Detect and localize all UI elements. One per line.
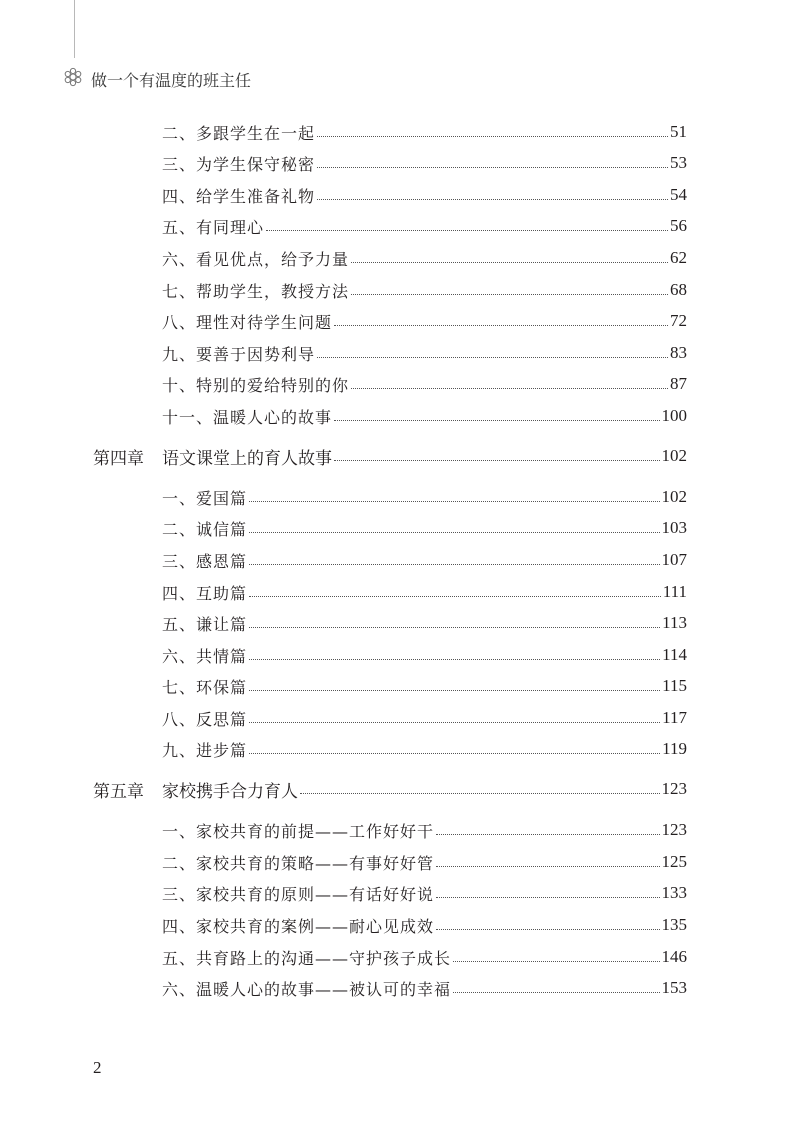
dot-leader: [351, 388, 668, 389]
chapter-label: 第五章: [93, 781, 144, 802]
dot-leader: [334, 420, 659, 421]
toc-chapter-row[interactable]: [93, 777, 687, 801]
section-title: 五、有同理心: [162, 217, 265, 237]
section-title: 一、爱国篇: [162, 488, 248, 508]
dot-leader: [436, 834, 659, 835]
section-title: 四、家校共育的案例——耐心见成效: [162, 916, 435, 936]
page-ref: 68: [670, 280, 687, 299]
dot-leader: [453, 992, 659, 993]
section-title: 二、多跟学生在一起: [162, 123, 316, 143]
chapter-label: 第四章: [93, 448, 144, 469]
dot-leader: [317, 167, 668, 168]
page-ref: 62: [670, 248, 687, 267]
toc-chapter-row[interactable]: [93, 444, 687, 468]
dot-leader: [249, 722, 660, 723]
page-ref: 111: [662, 582, 687, 601]
section-title: 三、感恩篇: [162, 551, 248, 571]
dot-leader: [334, 460, 660, 461]
toc-section-row[interactable]: [162, 278, 687, 302]
dot-leader: [317, 199, 668, 200]
toc-section-row[interactable]: [162, 404, 687, 428]
toc-section-row[interactable]: [162, 341, 687, 365]
toc-section-row[interactable]: [162, 580, 687, 604]
toc-section-row[interactable]: [162, 818, 687, 842]
section-title: 二、家校共育的策略——有事好好管: [162, 853, 435, 873]
dot-leader: [249, 753, 660, 754]
toc-section-row[interactable]: [162, 611, 687, 635]
toc-section-row[interactable]: [162, 737, 687, 761]
toc-section-row[interactable]: [162, 881, 687, 905]
section-title: 一、家校共育的前提——工作好好干: [162, 821, 435, 841]
page-ref: 135: [661, 915, 687, 934]
dot-leader: [317, 136, 668, 137]
section-title: 四、给学生准备礼物: [162, 186, 316, 206]
chapter-title: 家校携手合力育人: [162, 781, 298, 802]
toc-section-row[interactable]: [162, 945, 687, 969]
page-ref: 125: [661, 852, 687, 871]
page-ref: 113: [662, 613, 687, 632]
page-ref: 87: [670, 374, 687, 393]
toc-section-row[interactable]: [162, 913, 687, 937]
dot-leader: [249, 596, 661, 597]
toc-section-row[interactable]: [162, 151, 687, 175]
toc-section-row[interactable]: [162, 309, 687, 333]
toc-section-row[interactable]: [162, 246, 687, 270]
dot-leader: [249, 659, 660, 660]
toc-section-row[interactable]: [162, 372, 687, 396]
page-ref: 53: [670, 153, 687, 172]
toc-section-row[interactable]: [162, 643, 687, 667]
dot-leader: [249, 690, 660, 691]
dot-leader: [249, 627, 660, 628]
page-ref: 119: [662, 739, 687, 758]
toc-section-row[interactable]: [162, 485, 687, 509]
page-ref: 114: [662, 645, 687, 664]
page-number: 2: [93, 1058, 102, 1077]
page-ref: 117: [662, 708, 687, 727]
chapter-title: 语文课堂上的育人故事: [162, 448, 332, 469]
toc-section-row[interactable]: [162, 706, 687, 730]
toc-section-row[interactable]: [162, 183, 687, 207]
toc-section-row[interactable]: [162, 548, 687, 572]
page-ref: 123: [661, 779, 687, 798]
dot-leader: [453, 961, 659, 962]
section-title: 十一、温暖人心的故事: [162, 407, 333, 427]
page-ref: 123: [661, 820, 687, 839]
page-ref: 56: [670, 216, 687, 235]
section-title: 二、诚信篇: [162, 519, 248, 539]
section-title: 六、共情篇: [162, 646, 248, 666]
dot-leader: [300, 793, 660, 794]
page-ref: 103: [661, 518, 687, 537]
section-title: 五、共育路上的沟通——守护孩子成长: [162, 948, 452, 968]
book-title: 做一个有温度的班主任: [91, 70, 252, 90]
section-title: 九、进步篇: [162, 740, 248, 760]
dot-leader: [266, 230, 668, 231]
page-ref: 146: [661, 947, 687, 966]
page-ref: 115: [662, 676, 687, 695]
dot-leader: [351, 262, 668, 263]
dot-leader: [436, 866, 659, 867]
section-title: 八、理性对待学生问题: [162, 312, 333, 332]
section-title: 三、为学生保守秘密: [162, 154, 316, 174]
dot-leader: [334, 325, 668, 326]
page-ref: 51: [670, 122, 687, 141]
toc-section-row[interactable]: [162, 674, 687, 698]
page-ref: 133: [661, 883, 687, 902]
section-title: 十、特别的爱给特别的你: [162, 375, 350, 395]
section-title: 三、家校共育的原则——有话好好说: [162, 884, 435, 904]
toc-section-row[interactable]: [162, 850, 687, 874]
section-title: 六、温暖人心的故事——被认可的幸福: [162, 979, 452, 999]
dot-leader: [436, 897, 659, 898]
section-title: 九、要善于因势利导: [162, 344, 316, 364]
page-ref: 102: [661, 446, 687, 465]
toc-section-row[interactable]: [162, 516, 687, 540]
section-title: 五、谦让篇: [162, 614, 248, 634]
toc-section-row[interactable]: [162, 214, 687, 238]
page-ref: 100: [661, 406, 687, 425]
dot-leader: [317, 357, 668, 358]
page-ref: 83: [670, 343, 687, 362]
section-title: 七、帮助学生，教授方法: [162, 281, 350, 301]
page-ref: 72: [670, 311, 687, 330]
page-ref: 153: [661, 978, 687, 997]
page-ref: 107: [661, 550, 687, 569]
dot-leader: [351, 294, 668, 295]
section-title: 六、看见优点，给予力量: [162, 249, 350, 269]
toc-section-row[interactable]: [162, 120, 687, 144]
page-ref: 102: [661, 487, 687, 506]
dot-leader: [436, 929, 659, 930]
section-title: 四、互助篇: [162, 583, 248, 603]
dot-leader: [249, 501, 659, 502]
dot-leader: [249, 532, 659, 533]
dot-leader: [249, 564, 659, 565]
section-title: 八、反思篇: [162, 709, 248, 729]
page-ref: 54: [670, 185, 687, 204]
section-title: 七、环保篇: [162, 677, 248, 697]
toc-section-row[interactable]: [162, 976, 687, 1000]
